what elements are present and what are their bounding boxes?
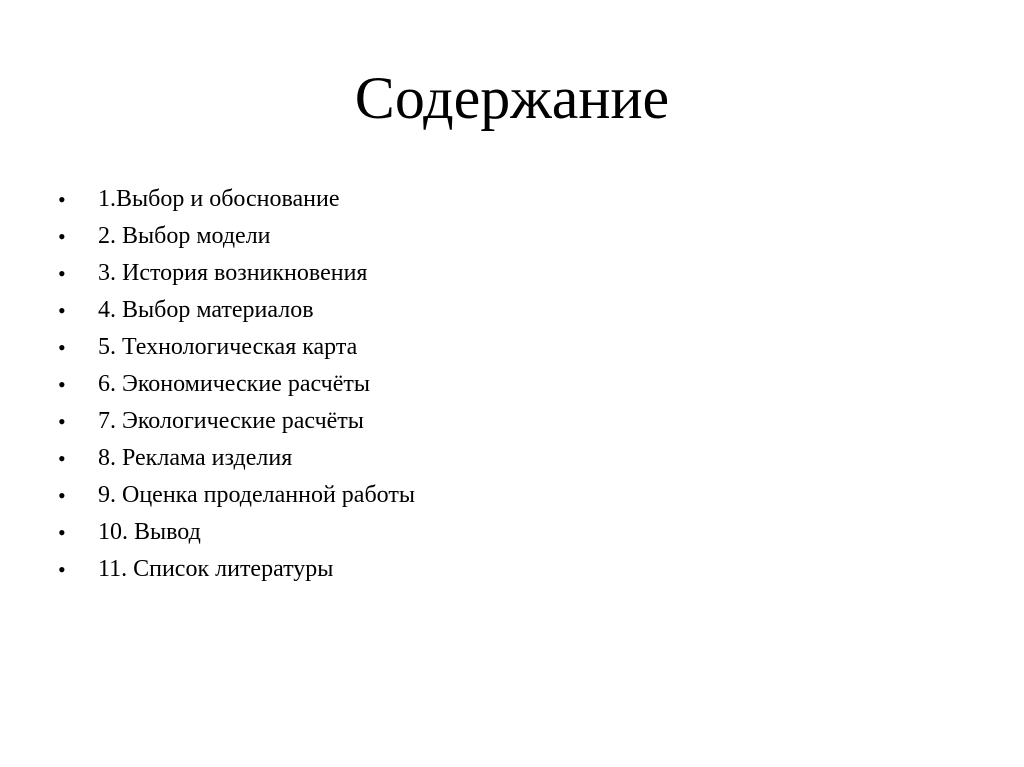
list-item	[58, 403, 958, 440]
list-item-label: 3. История возникновения	[98, 260, 368, 286]
list-item-label: 2. Выбор модели	[98, 223, 271, 249]
list-item-label: 11. Список литературы	[98, 556, 334, 582]
bullet-icon: •	[58, 557, 66, 582]
list-item	[58, 440, 958, 477]
bullet-icon: •	[58, 187, 66, 212]
list-item	[58, 255, 958, 292]
list-item-label: 4. Выбор материалов	[98, 297, 314, 323]
bullet-icon: •	[58, 298, 66, 323]
list-item-label: 10. Вывод	[98, 519, 201, 545]
list-item	[58, 218, 958, 255]
list-item-label: 9. Оценка проделанной работы	[98, 482, 415, 508]
list-item-label: 1.Выбор и обоснование	[98, 186, 340, 212]
bullet-icon: •	[58, 224, 66, 249]
bullet-icon: •	[58, 335, 66, 360]
bullet-icon: •	[58, 261, 66, 286]
list-item	[58, 477, 958, 514]
bullet-icon: •	[58, 520, 66, 545]
list-item-label: 5. Технологическая карта	[98, 334, 358, 360]
list-item-label: 6. Экономические расчёты	[98, 371, 370, 397]
list-item	[58, 292, 958, 329]
list-item	[58, 366, 958, 403]
bullet-icon: •	[58, 483, 66, 508]
list-item	[58, 514, 958, 551]
list-item-label: 7. Экологические расчёты	[98, 408, 364, 434]
list-item	[58, 329, 958, 366]
slide-title: Содержание	[354, 65, 670, 131]
bullet-icon: •	[58, 409, 66, 434]
list-item-label: 8. Реклама изделия	[98, 445, 293, 471]
list-item	[58, 551, 958, 588]
contents-list	[58, 181, 958, 588]
bullet-icon: •	[58, 372, 66, 397]
list-item	[58, 181, 958, 218]
bullet-icon: •	[58, 446, 66, 471]
